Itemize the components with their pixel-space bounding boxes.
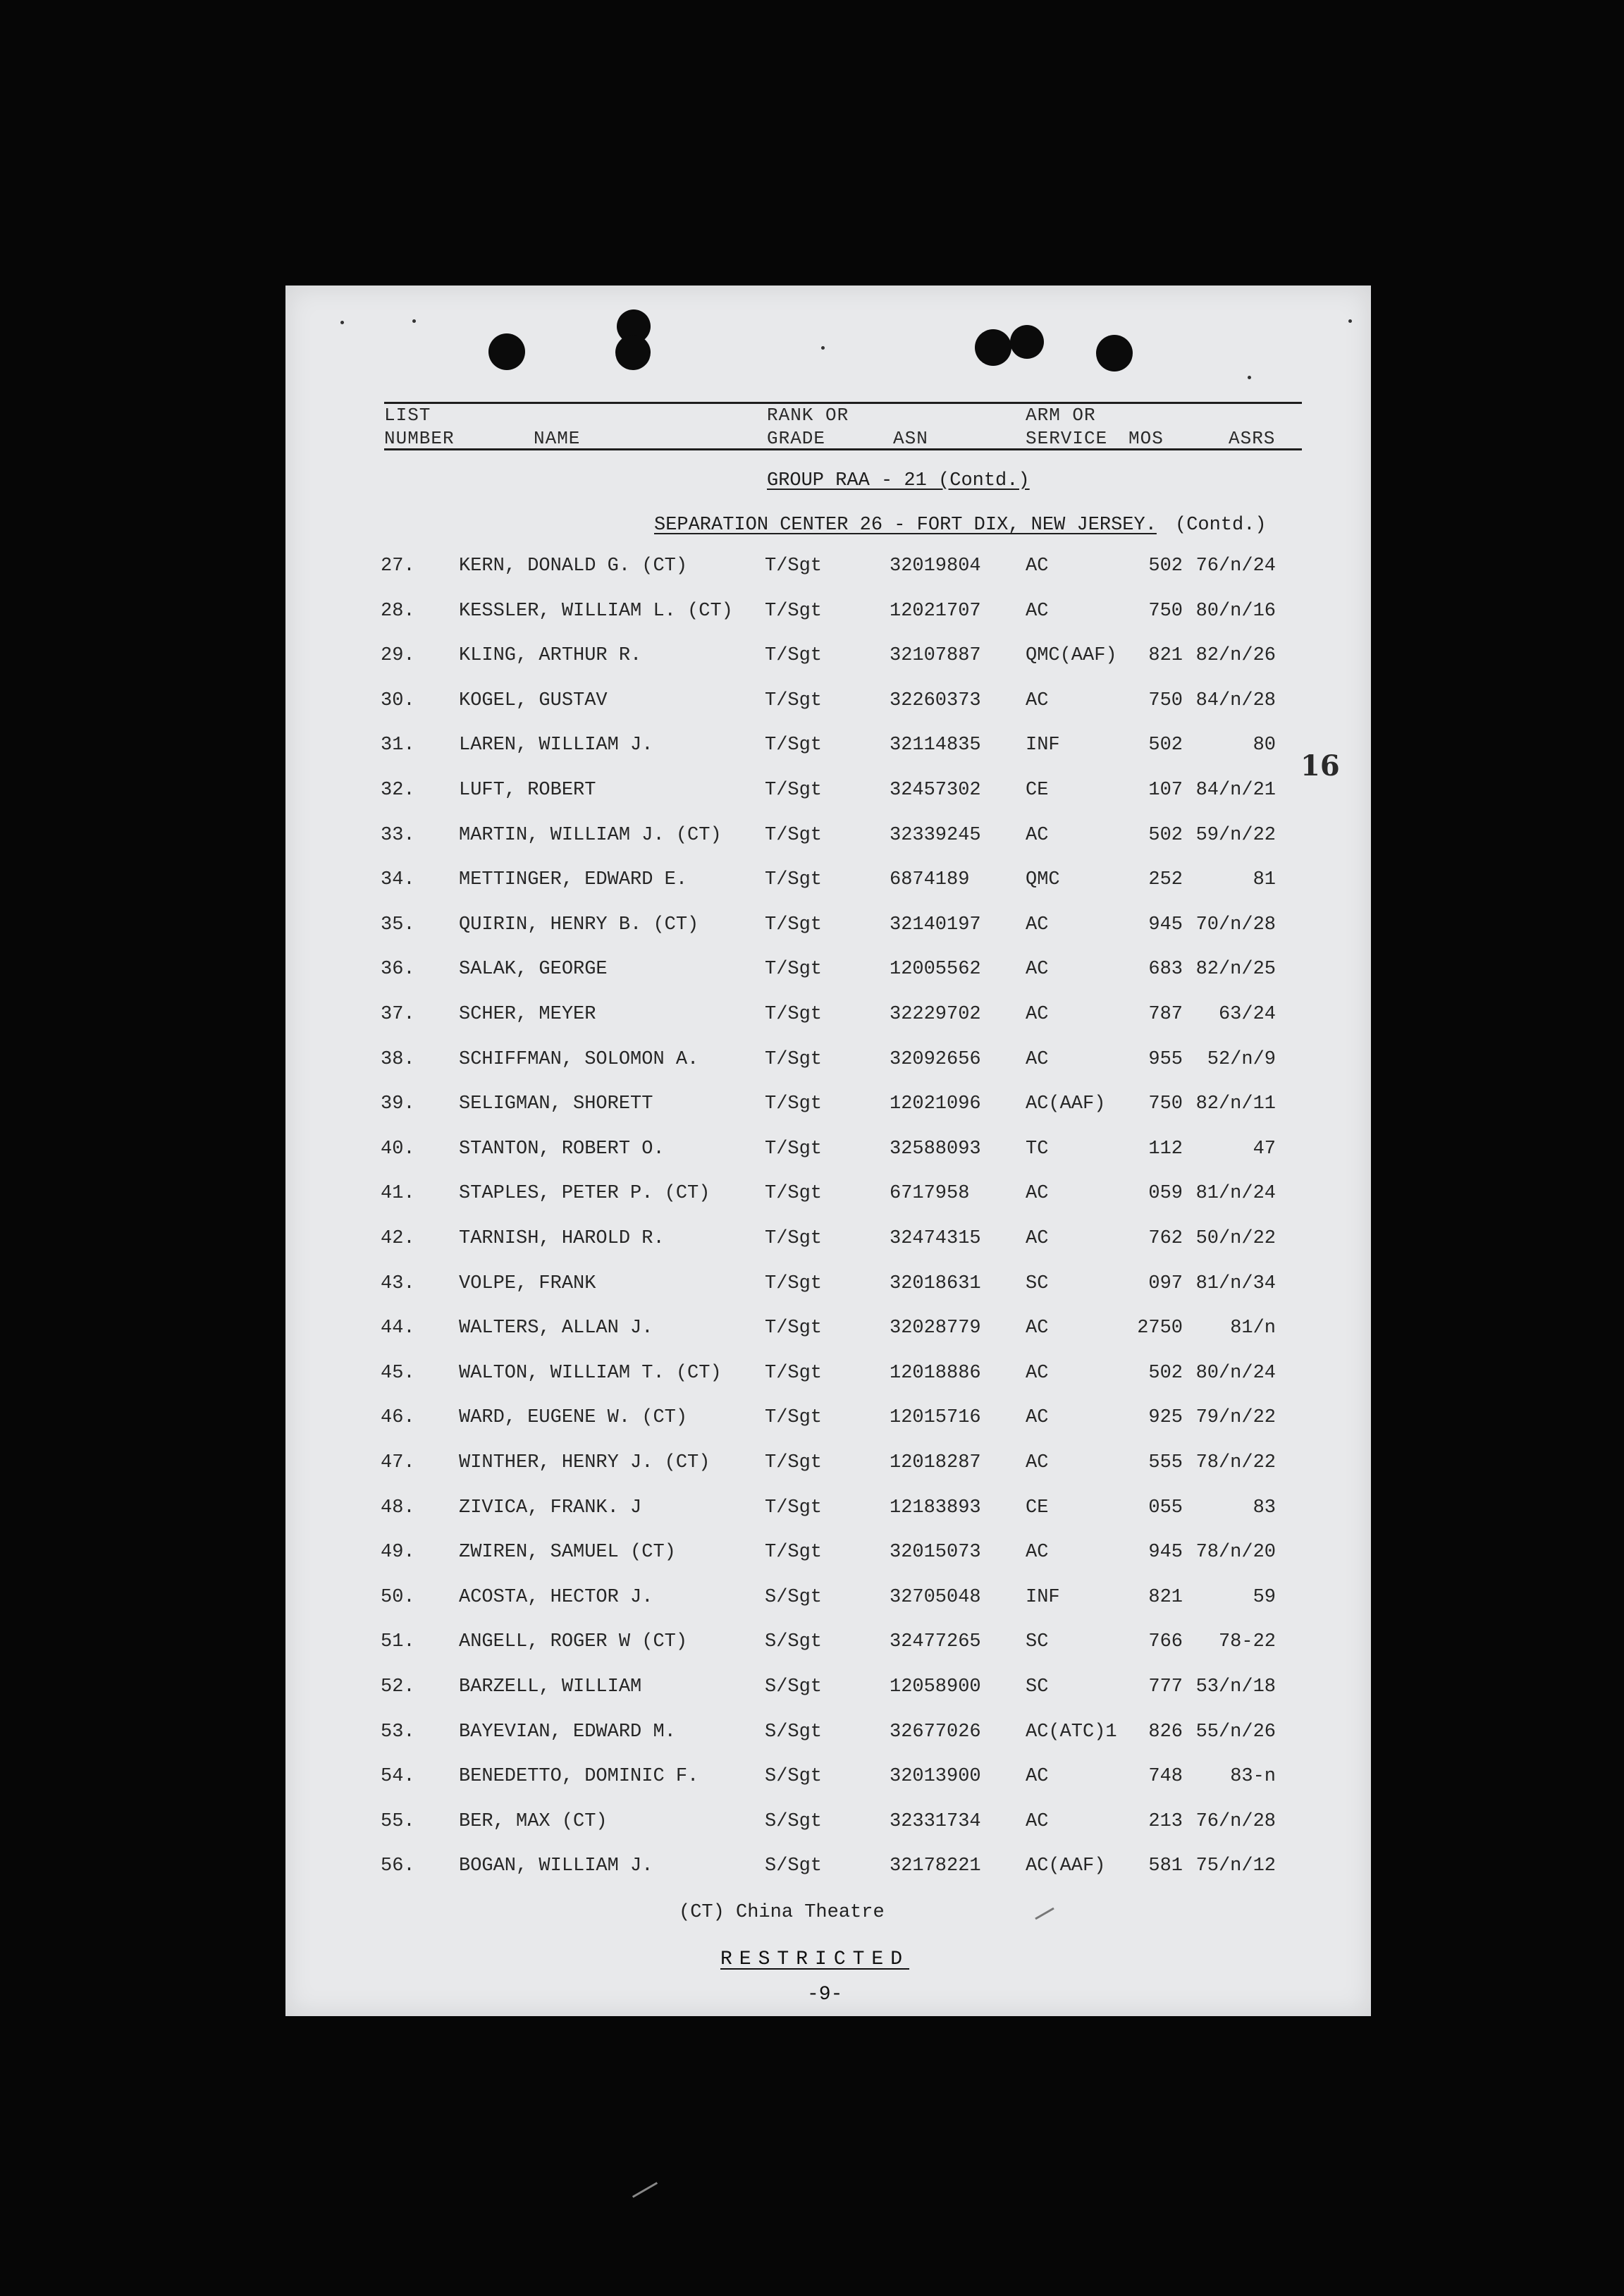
cell-rank: T/Sgt xyxy=(765,1318,823,1339)
cell-mos: 826 xyxy=(1148,1721,1183,1743)
header-arm xyxy=(1026,404,1107,450)
header-name xyxy=(534,427,580,450)
cell-rank: T/Sgt xyxy=(765,825,823,846)
cell-arm: AC(ATC)1 xyxy=(1026,1721,1117,1743)
cell-arm: SC xyxy=(1026,1676,1049,1698)
punch-hole xyxy=(1096,335,1133,372)
cell-num: 27. xyxy=(381,555,415,577)
cell-num: 55. xyxy=(381,1811,415,1832)
cell-asrs: 84/n/28 xyxy=(1195,690,1276,711)
table-row xyxy=(285,1587,1371,1632)
cell-asn: 12015716 xyxy=(890,1407,981,1428)
cell-mos: 107 xyxy=(1148,780,1183,801)
cell-name: STANTON, ROBERT O. xyxy=(459,1138,665,1160)
speck xyxy=(340,321,344,324)
table-row xyxy=(285,555,1371,601)
cell-num: 35. xyxy=(381,914,415,935)
cell-arm: AC xyxy=(1026,555,1049,577)
table-row xyxy=(285,825,1371,870)
cell-mos: 555 xyxy=(1148,1452,1183,1473)
cell-name: QUIRIN, HENRY B. (CT) xyxy=(459,914,699,935)
cell-asrs: 80/n/16 xyxy=(1195,601,1276,622)
page-number: -9- xyxy=(807,1984,843,2006)
cell-asrs: 78-22 xyxy=(1218,1631,1276,1652)
cell-rank: T/Sgt xyxy=(765,601,823,622)
cell-num: 47. xyxy=(381,1452,415,1473)
cell-asrs: 82/n/26 xyxy=(1195,645,1276,666)
cell-rank: T/Sgt xyxy=(765,1273,823,1294)
cell-arm: AC xyxy=(1026,1318,1049,1339)
cell-num: 53. xyxy=(381,1721,415,1743)
cell-num: 50. xyxy=(381,1587,415,1608)
cell-arm: AC xyxy=(1026,825,1049,846)
cell-rank: S/Sgt xyxy=(765,1721,823,1743)
cell-name: WALTERS, ALLAN J. xyxy=(459,1318,653,1339)
cell-num: 32. xyxy=(381,780,415,801)
cell-asrs: 81/n/34 xyxy=(1195,1273,1276,1294)
cell-asrs: 55/n/26 xyxy=(1195,1721,1276,1743)
cell-num: 29. xyxy=(381,645,415,666)
cell-name: BARZELL, WILLIAM xyxy=(459,1676,642,1698)
cell-mos: 925 xyxy=(1148,1407,1183,1428)
cell-num: 56. xyxy=(381,1855,415,1877)
table-row xyxy=(285,1811,1371,1856)
stray-mark xyxy=(632,2182,658,2198)
cell-arm: AC(AAF) xyxy=(1026,1855,1106,1877)
cell-rank: T/Sgt xyxy=(765,645,823,666)
cell-rank: T/Sgt xyxy=(765,1363,823,1384)
cell-asn: 32588093 xyxy=(890,1138,981,1160)
table-row xyxy=(285,1138,1371,1184)
cell-rank: T/Sgt xyxy=(765,1497,823,1518)
cell-num: 39. xyxy=(381,1093,415,1115)
cell-arm: AC xyxy=(1026,914,1049,935)
cell-asn: 12021707 xyxy=(890,601,981,622)
cell-asn: 32178221 xyxy=(890,1855,981,1877)
group-title: GROUP RAA - 21 (Contd.) xyxy=(767,470,1030,491)
cell-asrs: 79/n/22 xyxy=(1195,1407,1276,1428)
cell-mos: 502 xyxy=(1148,555,1183,577)
cell-rank: T/Sgt xyxy=(765,1138,823,1160)
cell-asrs: 59 xyxy=(1253,1587,1276,1608)
cell-num: 51. xyxy=(381,1631,415,1652)
cell-num: 48. xyxy=(381,1497,415,1518)
cell-asn: 32114835 xyxy=(890,735,981,756)
table-row xyxy=(285,914,1371,959)
cell-name: METTINGER, EDWARD E. xyxy=(459,869,688,890)
table-row xyxy=(285,645,1371,690)
table-row xyxy=(285,1676,1371,1721)
punch-hole xyxy=(975,329,1011,366)
cell-arm: AC xyxy=(1026,1049,1049,1070)
cell-num: 30. xyxy=(381,690,415,711)
table-row xyxy=(285,1407,1371,1452)
table-row xyxy=(285,1004,1371,1049)
cell-num: 34. xyxy=(381,869,415,890)
cell-name: BOGAN, WILLIAM J. xyxy=(459,1855,653,1877)
cell-num: 52. xyxy=(381,1676,415,1698)
table-row xyxy=(285,1093,1371,1138)
cell-name: BAYEVIAN, EDWARD M. xyxy=(459,1721,676,1743)
cell-num: 41. xyxy=(381,1183,415,1204)
cell-asrs: 52/n/9 xyxy=(1207,1049,1276,1070)
cell-arm: SC xyxy=(1026,1631,1049,1652)
cell-rank: T/Sgt xyxy=(765,1228,823,1249)
cell-name: KERN, DONALD G. (CT) xyxy=(459,555,688,577)
header-name-label: NAME xyxy=(534,428,581,449)
cell-mos: 502 xyxy=(1148,735,1183,756)
cell-name: ZIVICA, FRANK. J xyxy=(459,1497,642,1518)
cell-mos: 252 xyxy=(1148,869,1183,890)
cell-mos: 748 xyxy=(1148,1766,1183,1787)
cell-num: 28. xyxy=(381,601,415,622)
cell-rank: T/Sgt xyxy=(765,869,823,890)
punch-hole xyxy=(1010,325,1044,359)
cell-rank: S/Sgt xyxy=(765,1676,823,1698)
cell-arm: AC xyxy=(1026,1363,1049,1384)
cell-asrs: 81 xyxy=(1253,869,1276,890)
cell-asrs: 76/n/24 xyxy=(1195,555,1276,577)
cell-name: KOGEL, GUSTAV xyxy=(459,690,608,711)
cell-asn: 32477265 xyxy=(890,1631,981,1652)
cell-rank: T/Sgt xyxy=(765,1452,823,1473)
cell-asrs: 47 xyxy=(1253,1138,1276,1160)
cell-mos: 777 xyxy=(1148,1676,1183,1698)
cell-asn: 32229702 xyxy=(890,1004,981,1025)
cell-name: ZWIREN, SAMUEL (CT) xyxy=(459,1542,676,1563)
cell-mos: 502 xyxy=(1148,825,1183,846)
cell-arm: AC xyxy=(1026,1004,1049,1025)
cell-num: 31. xyxy=(381,735,415,756)
separation-center-title: SEPARATION CENTER 26 - FORT DIX, NEW JERSEY. xyxy=(654,515,1157,536)
speck xyxy=(1348,319,1352,323)
cell-asrs: 80/n/24 xyxy=(1195,1363,1276,1384)
cell-rank: T/Sgt xyxy=(765,914,823,935)
cell-mos: 683 xyxy=(1148,959,1183,980)
cell-num: 49. xyxy=(381,1542,415,1563)
header-asrs xyxy=(1229,427,1275,450)
cell-asn: 12018287 xyxy=(890,1452,981,1473)
cell-name: ANGELL, ROGER W (CT) xyxy=(459,1631,688,1652)
header-list-number-line1: LIST xyxy=(384,405,431,426)
punch-hole xyxy=(615,335,651,370)
punch-hole xyxy=(488,333,525,370)
cell-mos: 112 xyxy=(1148,1138,1183,1160)
cell-arm: AC xyxy=(1026,1542,1049,1563)
cell-arm: QMC xyxy=(1026,869,1060,890)
header-arm-line1: ARM OR xyxy=(1026,405,1096,426)
speck xyxy=(1248,376,1251,379)
cell-name: KLING, ARTHUR R. xyxy=(459,645,642,666)
cell-mos: 059 xyxy=(1148,1183,1183,1204)
table-row xyxy=(285,1318,1371,1363)
table-row xyxy=(285,1049,1371,1094)
cell-asn: 32015073 xyxy=(890,1542,981,1563)
cell-arm: QMC(AAF) xyxy=(1026,645,1117,666)
cell-rank: T/Sgt xyxy=(765,735,823,756)
cell-asn: 32107887 xyxy=(890,645,981,666)
cell-name: BENEDETTO, DOMINIC F. xyxy=(459,1766,699,1787)
cell-asrs: 70/n/28 xyxy=(1195,914,1276,935)
cell-asrs: 83-n xyxy=(1230,1766,1276,1787)
cell-name: SCHIFFMAN, SOLOMON A. xyxy=(459,1049,699,1070)
cell-arm: TC xyxy=(1026,1138,1049,1160)
cell-rank: T/Sgt xyxy=(765,959,823,980)
cell-asn: 32705048 xyxy=(890,1587,981,1608)
cell-arm: AC xyxy=(1026,1183,1049,1204)
cell-name: SELIGMAN, SHORETT xyxy=(459,1093,653,1115)
cell-mos: 2750 xyxy=(1137,1318,1183,1339)
cell-rank: T/Sgt xyxy=(765,690,823,711)
cell-num: 46. xyxy=(381,1407,415,1428)
cell-rank: T/Sgt xyxy=(765,1093,823,1115)
cell-asrs: 78/n/20 xyxy=(1195,1542,1276,1563)
table-row xyxy=(285,601,1371,646)
header-rank-line2: GRADE xyxy=(767,428,826,449)
header-asn xyxy=(893,427,928,450)
cell-num: 44. xyxy=(381,1318,415,1339)
cell-rank: S/Sgt xyxy=(765,1631,823,1652)
cell-num: 54. xyxy=(381,1766,415,1787)
cell-mos: 762 xyxy=(1148,1228,1183,1249)
speck xyxy=(412,319,416,323)
cell-asn: 6717958 xyxy=(890,1183,970,1204)
cell-arm: AC xyxy=(1026,1407,1049,1428)
table-row xyxy=(285,1542,1371,1587)
cell-num: 40. xyxy=(381,1138,415,1160)
cell-rank: T/Sgt xyxy=(765,1183,823,1204)
cell-num: 33. xyxy=(381,825,415,846)
cell-mos: 055 xyxy=(1148,1497,1183,1518)
cell-mos: 750 xyxy=(1148,1093,1183,1115)
cell-mos: 821 xyxy=(1148,1587,1183,1608)
cell-asn: 32339245 xyxy=(890,825,981,846)
cell-asn: 32092656 xyxy=(890,1049,981,1070)
table-row xyxy=(285,735,1371,780)
cell-asn: 32019804 xyxy=(890,555,981,577)
cell-arm: INF xyxy=(1026,1587,1060,1608)
cell-arm: AC xyxy=(1026,1766,1049,1787)
cell-name: WARD, EUGENE W. (CT) xyxy=(459,1407,688,1428)
cell-mos: 955 xyxy=(1148,1049,1183,1070)
cell-mos: 945 xyxy=(1148,1542,1183,1563)
footnote: (CT) China Theatre xyxy=(679,1902,885,1923)
stray-mark xyxy=(1035,1908,1054,1920)
table-row xyxy=(285,869,1371,914)
cell-asrs: 82/n/25 xyxy=(1195,959,1276,980)
cell-arm: AC xyxy=(1026,1811,1049,1832)
cell-name: MARTIN, WILLIAM J. (CT) xyxy=(459,825,722,846)
table-row xyxy=(285,780,1371,825)
cell-asn: 32018631 xyxy=(890,1273,981,1294)
cell-name: WINTHER, HENRY J. (CT) xyxy=(459,1452,710,1473)
cell-asn: 32013900 xyxy=(890,1766,981,1787)
cell-mos: 945 xyxy=(1148,914,1183,935)
document-page xyxy=(285,286,1371,2016)
cell-asrs: 83 xyxy=(1253,1497,1276,1518)
cell-asn: 12183893 xyxy=(890,1497,981,1518)
cell-rank: S/Sgt xyxy=(765,1855,823,1877)
cell-arm: CE xyxy=(1026,1497,1049,1518)
cell-rank: T/Sgt xyxy=(765,1407,823,1428)
cell-mos: 502 xyxy=(1148,1363,1183,1384)
cell-arm: AC xyxy=(1026,1228,1049,1249)
cell-arm: AC xyxy=(1026,601,1049,622)
cell-asrs: 59/n/22 xyxy=(1195,825,1276,846)
cell-name: LUFT, ROBERT xyxy=(459,780,596,801)
table-row xyxy=(285,1228,1371,1273)
cell-asn: 12005562 xyxy=(890,959,981,980)
cell-asn: 32140197 xyxy=(890,914,981,935)
cell-rank: T/Sgt xyxy=(765,555,823,577)
header-mos-label: MOS xyxy=(1128,428,1164,449)
cell-arm: INF xyxy=(1026,735,1060,756)
table-row xyxy=(285,1363,1371,1408)
cell-rank: T/Sgt xyxy=(765,780,823,801)
cell-mos: 766 xyxy=(1148,1631,1183,1652)
cell-name: SCHER, MEYER xyxy=(459,1004,596,1025)
cell-asrs: 50/n/22 xyxy=(1195,1228,1276,1249)
header-list-number-line2: NUMBER xyxy=(384,428,455,449)
cell-asrs: 53/n/18 xyxy=(1195,1676,1276,1698)
cell-rank: T/Sgt xyxy=(765,1049,823,1070)
separation-contd: (Contd.) xyxy=(1175,515,1267,536)
cell-mos: 787 xyxy=(1148,1004,1183,1025)
speck xyxy=(821,346,825,350)
table-row xyxy=(285,1721,1371,1767)
cell-asrs: 81/n/24 xyxy=(1195,1183,1276,1204)
cell-asn: 32331734 xyxy=(890,1811,981,1832)
cell-rank: S/Sgt xyxy=(765,1766,823,1787)
cell-rank: T/Sgt xyxy=(765,1542,823,1563)
cell-asn: 32028779 xyxy=(890,1318,981,1339)
cell-mos: 213 xyxy=(1148,1811,1183,1832)
table-row xyxy=(285,1766,1371,1811)
cell-rank: T/Sgt xyxy=(765,1004,823,1025)
margin-page-number: 16 xyxy=(1300,749,1340,782)
cell-arm: CE xyxy=(1026,780,1049,801)
cell-asrs: 80 xyxy=(1253,735,1276,756)
cell-name: WALTON, WILLIAM T. (CT) xyxy=(459,1363,722,1384)
cell-name: VOLPE, FRANK xyxy=(459,1273,596,1294)
cell-asrs: 78/n/22 xyxy=(1195,1452,1276,1473)
table-row xyxy=(285,690,1371,735)
cell-arm: SC xyxy=(1026,1273,1049,1294)
header-rank-line1: RANK OR xyxy=(767,405,849,426)
table-row xyxy=(285,1452,1371,1497)
cell-asrs: 63/24 xyxy=(1218,1004,1276,1025)
table-row xyxy=(285,959,1371,1004)
cell-arm: AC(AAF) xyxy=(1026,1093,1106,1115)
cell-name: STAPLES, PETER P. (CT) xyxy=(459,1183,710,1204)
cell-mos: 097 xyxy=(1148,1273,1183,1294)
cell-asn: 12058900 xyxy=(890,1676,981,1698)
cell-asrs: 75/n/12 xyxy=(1195,1855,1276,1877)
cell-num: 45. xyxy=(381,1363,415,1384)
cell-arm: AC xyxy=(1026,959,1049,980)
header-list-number xyxy=(384,404,455,450)
table-row xyxy=(285,1497,1371,1542)
cell-num: 42. xyxy=(381,1228,415,1249)
cell-asn: 32474315 xyxy=(890,1228,981,1249)
header-mos xyxy=(1128,427,1164,450)
cell-asrs: 76/n/28 xyxy=(1195,1811,1276,1832)
header-arm-line2: SERVICE xyxy=(1026,428,1108,449)
cell-num: 38. xyxy=(381,1049,415,1070)
cell-mos: 581 xyxy=(1148,1855,1183,1877)
cell-num: 43. xyxy=(381,1273,415,1294)
cell-asn: 32457302 xyxy=(890,780,981,801)
cell-asn: 12018886 xyxy=(890,1363,981,1384)
cell-asn: 12021096 xyxy=(890,1093,981,1115)
cell-asn: 32260373 xyxy=(890,690,981,711)
cell-name: ACOSTA, HECTOR J. xyxy=(459,1587,653,1608)
table-row xyxy=(285,1273,1371,1318)
cell-num: 36. xyxy=(381,959,415,980)
table-row xyxy=(285,1855,1371,1901)
cell-rank: S/Sgt xyxy=(765,1811,823,1832)
cell-asn: 6874189 xyxy=(890,869,970,890)
cell-name: BER, MAX (CT) xyxy=(459,1811,608,1832)
cell-name: TARNISH, HAROLD R. xyxy=(459,1228,665,1249)
classification-marking: RESTRICTED xyxy=(720,1948,910,1970)
cell-rank: S/Sgt xyxy=(765,1587,823,1608)
cell-mos: 750 xyxy=(1148,690,1183,711)
table-row xyxy=(285,1183,1371,1228)
cell-name: LAREN, WILLIAM J. xyxy=(459,735,653,756)
header-asrs-label: ASRS xyxy=(1229,428,1276,449)
table-row xyxy=(285,1631,1371,1676)
cell-arm: AC xyxy=(1026,1452,1049,1473)
cell-asn: 32677026 xyxy=(890,1721,981,1743)
cell-name: KESSLER, WILLIAM L. (CT) xyxy=(459,601,733,622)
cell-num: 37. xyxy=(381,1004,415,1025)
cell-mos: 750 xyxy=(1148,601,1183,622)
cell-asrs: 81/n xyxy=(1230,1318,1276,1339)
cell-arm: AC xyxy=(1026,690,1049,711)
header-rank xyxy=(767,404,849,450)
cell-mos: 821 xyxy=(1148,645,1183,666)
cell-asrs: 82/n/11 xyxy=(1195,1093,1276,1115)
cell-asrs: 84/n/21 xyxy=(1195,780,1276,801)
cell-name: SALAK, GEORGE xyxy=(459,959,608,980)
header-asn-label: ASN xyxy=(893,428,928,449)
